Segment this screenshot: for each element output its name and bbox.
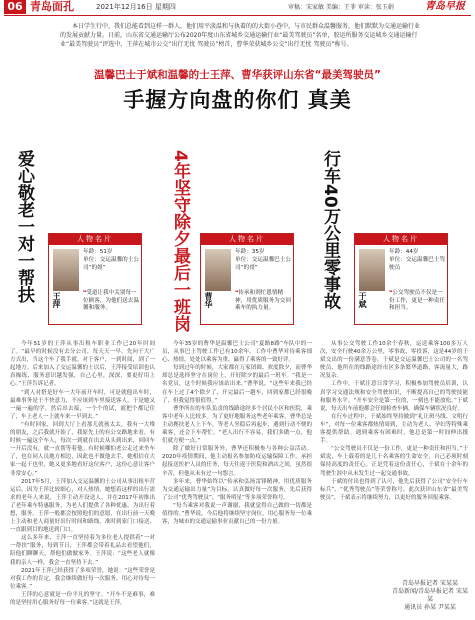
middle-paragraph: 今年35岁的曹华是温馨巴士公司“夏路8路”车队中的一员，从事巴士驾驶工作已有10余年。工作中曹华对待乘客细心、热情，处处以乘客为重，赢得了乘客的一致好评。 <box>162 341 312 364</box>
person-quote <box>83 290 139 313</box>
article-subtitle: 温馨巴士于斌和温馨的士王萍、曹华获评山东省“最美驾驶员” <box>94 69 381 81</box>
newspaper-logo: 青岛早报 <box>425 1 465 12</box>
person-quote <box>389 290 445 313</box>
profile-card-cao-hua <box>200 233 294 325</box>
page-number: 06 <box>4 0 26 14</box>
card-header: 人物名片 <box>355 234 447 245</box>
quote-text: 传承和剂忙恩情精神，用优质服务为交回乘车的执力量。 <box>235 290 291 312</box>
left-vertical-title: 爱心敬老一对一帮扶 <box>14 150 34 303</box>
person-info: 年龄：35岁 单位：交运温馨巴士公司“的哥” <box>235 249 291 271</box>
profile-card-wang-ping <box>48 233 142 325</box>
portrait-photo <box>205 249 231 291</box>
quote-mark-icon: ❝ <box>235 290 239 296</box>
quote-mark-icon: ❝ <box>389 290 393 296</box>
quote-mark-icon: ❝ <box>83 290 87 296</box>
section-name: 青岛面孔 <box>30 0 74 13</box>
card-header: 人物名片 <box>49 234 141 245</box>
right-paragraph: 从事公交驾驶工作10余个春秋，运送乘客100多万人次，安全行驶40余万公里，零事故、零投诉，这是44岁的于斌交出的一份满意答卷。于斌是交运温馨巴士公司的一名驾驶员，他所在的线路途经市区多条繁华道路，客流量大，路况复杂。 <box>320 341 468 380</box>
quote-text: 受道让我中关别每一位顾客，为他们送去温馨和服务。 <box>83 290 139 312</box>
right-column <box>320 340 468 576</box>
middle-paragraph: 除了做好日常服务外，曹华还积极参与各种公益活动。2020年疫情期间，他主动报名参加防疫运输保障工作，承担起接送医护人员的任务，每天往返于医院和酒店之间，虽然很辛苦，但他从未有过一句怨言。 <box>162 446 312 477</box>
middle-paragraph: 每到过年的时候，大家都在万家团圆、欢度除夕，而曹华却总是选择坚守在岗位上，开好除夕的最后一班车。“我是一名党员，这个时候我应该站出来。”曹华说，“这些年来我已经在车上过了4个除夕了，开完最后一趟车，回到家都已经很晚了，但我觉得很值得。” <box>162 365 312 404</box>
left-column <box>10 340 155 606</box>
person-name: 于斌 <box>358 292 367 308</box>
intro-text: 本日学生行中，我们总能看到这样一群人，他们用平淡温和与执着的的大街小巷中，与市民群众温馨服务，他们默默为交通运输行业的发展贡献力量。日前，山东省交通运输厅公布2020年度山东省城乡交通运输行业“最美驾驶员”名单，胶运所服务交运城乡交通运输行业“最美驾驶员”评选中，王萍在城市公交“出行无忧 驾驶员”榜首，曹华荣获城乡公交“出行无忧 驾驶员”称号。 <box>60 23 421 48</box>
article-byline: 青岛早报记者 宋某某 青岛新闻/青岛早报记者 宋某某 通讯员 孙某 尹某某 <box>392 580 468 611</box>
person-name: 曹华 <box>204 292 213 308</box>
issue-date: 2021年12月16日 星期四 <box>96 3 176 11</box>
person-name: 王萍 <box>52 292 61 308</box>
quote-text: 公交驾驶员不仅是一份工作，更是一种责任和担当。 <box>389 290 445 312</box>
right-vertical-title: 行车40万公里零事故 <box>320 150 340 310</box>
middle-column <box>162 340 312 578</box>
left-paragraph: “到人对搭是好车一大年前开车时，可是就他出车时，最难事务是于不快意力，不应该到车里接送客人，于是她又一遍一遍的学，然后出去接，一个个的试，就把个都记住了，车上老人一上就车来一早到去。” <box>10 389 155 420</box>
intro-paragraph <box>60 22 420 49</box>
page-header <box>0 0 475 14</box>
right-paragraph: 工作中，于斌注意日常学习，积极参加驾驶员培训，认真学习交通法规和安全驾驶知识，不断提高自己的驾驶技能和服务水平。“开车安全是第一位的，一刻也不能放松。”于斌说，每天出车前他都会仔细检查车辆，确保车辆状况良好。 <box>320 381 468 412</box>
middle-paragraph: “每当乘客对我说一声谢谢，我就觉得自己做的一切都是值得的。”曹华说，今后他将继续坚守岗位，用心服务每一位乘客，为城市的交通运输事业贡献自己的一份力量。 <box>162 502 312 526</box>
left-paragraph: 2017年5月，王萍加入交运温馨的士公司从事出租车营运后，因为王萍比较细心，对人热情，她想着这样的出行需求的老年人来说，王萍主动开设送人，并在2017年初推出了老年乘车特惠服务，为老人们提供了各种优惠，为出行着想，服务。王萍一般都会按照他们的意愿，在出行前一天晚上主动和老人商量好出行时间和路线，准时到家门口接送，一直跟到目的地送到门口。 <box>10 478 155 534</box>
right-paragraph: 于斌的付出也得到了认可，他先后获得了公司“安全行车标兵”、“优秀驾驶员”等荣誉称号。此次获评山东省“最美驾驶员”，于斌表示将继续努力，以更好的服务回报乘客。 <box>320 478 468 501</box>
card-header: 人物名片 <box>201 234 293 245</box>
right-paragraph: 在行车过程中，于斌始终坚持做到“礼让斑马线、文明行车”，对每一位乘客都热情周到，主动为老人、孕妇等特殊乘客提供帮助。遇到乘客有困难时，他总是第一时间伸出援手。 <box>320 413 468 445</box>
left-paragraph: 2021年王萍已经获得了多项荣誉，她说：“这些荣誉是对我工作的肯定，我会继续做好每一次服务，用心对待每一位乘客。” <box>10 567 155 590</box>
middle-vertical-title <box>170 150 189 332</box>
middle-paragraph: 曹华所在的车队负责的线路途经多个居民小区和医院，乘客中老年人比较多。为了更好地服务这些老年乘客，曹华总是主动搀扶老人上下车，等老人坐稳后再起步，遇到行动不便的乘客，还会下车帮忙。“老人出行不容易，我们多做一点，他们就方便一点。” <box>162 405 312 445</box>
right-paragraph: “公交驾驶员不仅是一份工作，更是一种责任和担当。”于斌说，车上载着的是几十名乘客的生命安全，自己必须时刻保持高度的责任心。正是凭着这份责任心，于斌在十余年的驾驶生涯中从未发生过一起交通事故。 <box>320 446 468 477</box>
left-paragraph: “有时回家，回到大厅上看那儿就孩太太，我有一大堆的朋友，之后我就开始了，我原先上的有公交路地来看。有时候一遍这个车人，每次一到就在出去从头到出来，回回车一开后没有，就一直帮等着他。有时候哪怕老公走过来坐车了，也在同人员地方相边，因此也不做他去手，她相信在大家一起干也里，她又更多地看好这位客户，这份心意让客户非常安心。” <box>10 421 155 477</box>
person-info: 年龄：51岁 单位：交运温馨的士公司“的姐” <box>83 249 139 271</box>
middle-vertical-title-text: 4年坚守除夕最后一班岗 <box>170 150 190 332</box>
person-info: 年龄：44岁 单位：交运温馨巴士驾驶员 <box>389 249 445 271</box>
left-paragraph: 王萍的心意就是一份平凡的坚守。“开车不是难事，难的是坚持用心服务好每一位乘客。”这就是王萍。 <box>10 591 155 606</box>
portrait-photo <box>53 249 79 291</box>
person-quote <box>235 290 291 313</box>
portrait-photo <box>359 249 385 291</box>
article-title: 手握方向盘的你们 真美 <box>123 88 352 112</box>
profile-card-yu-bin <box>354 233 448 325</box>
middle-paragraph: 多年来，曹华始终以“传承和弘扬雷锋精神，用优质服务为交通运输出力量”为目标，认真做好每一次服务，先后获得了公司“优秀驾驶员”、“服务明星”等多项荣誉称号。 <box>162 478 312 501</box>
header-rule <box>4 15 471 16</box>
left-paragraph: 这么多年来，王萍一直坚持着为多位老人提供着“一对一帮扶”服务，每到节日，王萍都会带着礼品去看望他们，陪他们聊聊天，帮他们做做家务。王萍说：“这些老人就像我的亲人一样，我会一直坚持下去。” <box>10 535 155 566</box>
left-paragraph: 今年51岁的王萍从事出租车职业工作已20年时间了。“最早的时候没有去分公司，每天天一早，先向于大广方式出，当这个车了我手就。对于客户，一到时间，到了一起地方。后来加入了交运温馨的士以后，王萍接受培训也认真操练，服务意识越发强，自己心里，深深，要更好用上心。”王萍告诉记者。 <box>10 341 155 388</box>
editor-credits: 审稿：宋家敏 美编：王菲 审读：张玉娟 <box>288 4 394 11</box>
